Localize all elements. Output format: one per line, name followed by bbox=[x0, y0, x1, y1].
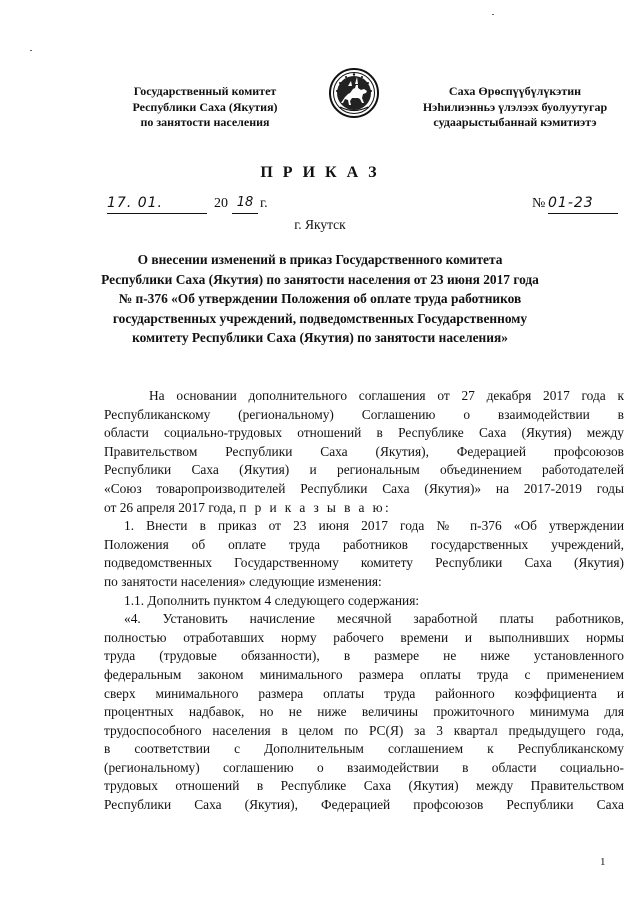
header-right-org bbox=[405, 84, 625, 131]
date-number-row bbox=[0, 196, 640, 216]
body-line: Республики Саха (Якутия), Федерацией профсоюзов Республики Саха bbox=[104, 797, 624, 813]
body-line: «Союз товаропроизводителей Республики Саха (Якутия)» на 2017-2019 годы bbox=[104, 480, 624, 496]
subject-line: № п-376 «Об утверждении Положения об оплате труда работников bbox=[118, 291, 522, 306]
header-right-line: Саха Өрөспүүбүлүкэтин bbox=[448, 84, 582, 98]
body-line: 1. Внести в приказ от 23 июня 2017 года № п-376 «Об утверждении bbox=[124, 518, 624, 534]
header-left-line: по занятости населения bbox=[140, 115, 270, 129]
number-sign: № bbox=[532, 196, 546, 211]
body-line: труда (трудовые обязанности), в размере не ниже установленного bbox=[104, 648, 624, 664]
body-line: Республиканскому (региональному) Соглашению о взаимодействии в bbox=[104, 406, 624, 422]
order-verb: п р и к а з ы в а ю: bbox=[239, 499, 392, 515]
body-line: Положения об оплате труда работников государственных учреждений, bbox=[104, 536, 624, 552]
body-line: Правительством Республики Саха (Якутия), Федерацией профсоюзов bbox=[104, 443, 624, 459]
header-right-line: судаарыстыбаннай кэмитиэтэ bbox=[433, 115, 597, 129]
body-line: (региональному) соглашению о взаимодействии в области социально- bbox=[104, 759, 624, 775]
document-body bbox=[104, 387, 624, 815]
body-line bbox=[104, 499, 624, 518]
year-prefix: 20 bbox=[214, 196, 228, 211]
body-line: области социально-трудовых отношений в Республике Саха (Якутия) между bbox=[104, 425, 624, 441]
scan-speck bbox=[30, 50, 32, 51]
body-line: по занятости населения» следующие изменения: bbox=[104, 573, 382, 589]
body-line: трудовых отношений в Республике Саха (Якутия) между Правительством bbox=[104, 778, 624, 794]
body-line: федеральным законом минимального размера оплаты труда с применением bbox=[104, 666, 624, 682]
subject-line: комитету Республики Саха (Якутия) по занятости населения» bbox=[132, 330, 508, 345]
body-line: полностью отработавших норму рабочего времени и выполнивших нормы bbox=[104, 629, 624, 645]
coat-of-arms-icon bbox=[328, 67, 380, 119]
body-line: трудоспособного населения в целом по РС(Я) за 3 квартал предыдущего года, bbox=[104, 722, 624, 738]
body-line: «4. Установить начисление месячной заработной платы работников, bbox=[124, 611, 624, 627]
body-line: На основании дополнительного соглашения от 27 декабря 2017 года к bbox=[149, 388, 624, 403]
body-text: от 26 апреля 2017 года, bbox=[104, 499, 236, 515]
document-title: П Р И К А З bbox=[260, 164, 380, 181]
body-line: Республики Саха (Якутия) и региональным объединением работодателей bbox=[104, 462, 624, 478]
body-line: процентных надбавок, но не ниже величины прожиточного минимума для bbox=[104, 704, 624, 720]
city: г. Якутск bbox=[294, 217, 346, 232]
page-number: 1 bbox=[600, 856, 606, 868]
subject-line: государственных учреждений, подведомственных Государственному bbox=[112, 310, 528, 326]
body-line: сверх минимального размера оплаты труда районного коэффициента и bbox=[104, 685, 624, 701]
body-line: подведомственных Государственному комитету Республики Саха (Якутия) bbox=[104, 555, 624, 571]
header-left-line: Республики Саха (Якутия) bbox=[132, 99, 278, 114]
header-right-line: Нэһилиэнньэ үлэлээх буолуутугар bbox=[422, 99, 608, 114]
subject-line: Республики Саха (Якутия) по занятости населения от 23 июня 2017 года bbox=[101, 271, 539, 287]
handwritten-order-number: 01-23 bbox=[548, 196, 618, 214]
handwritten-year: 18 bbox=[232, 196, 258, 214]
order-subject bbox=[60, 250, 580, 348]
body-line: 1.1. Дополнить пунктом 4 следующего содержания: bbox=[124, 592, 420, 608]
subject-line: О внесении изменений в приказ Государственного комитета bbox=[137, 252, 503, 267]
scan-speck bbox=[492, 14, 494, 15]
header-left-line: Государственный комитет bbox=[133, 84, 277, 98]
body-line: в соответствии с Дополнительным соглашением к Республиканскому bbox=[104, 741, 624, 757]
header-left-org bbox=[100, 84, 310, 131]
handwritten-date: 17. 01. bbox=[107, 196, 207, 214]
year-suffix: г. bbox=[260, 196, 268, 211]
